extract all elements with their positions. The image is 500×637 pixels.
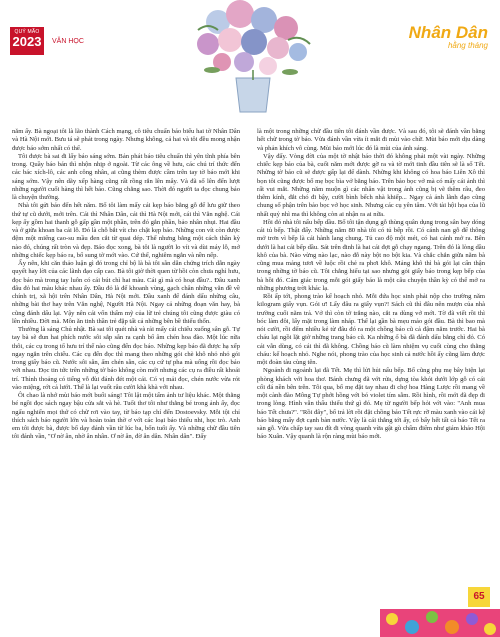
section-label: VĂN HỌC: [52, 38, 84, 45]
paragraph: Ấy nên, khi căn thảo luận gì đó trong chỉ bộ là bà tôi sẵn dẫn chứng trích dẫn ngày quyết hay lời của các lãnh đạo cấp cao. Bà tôi giờ thời quen từ hồi còn chưa nghỉ hưu, đọc báo mà trong tay luôn có cái bút chì hai màu. Cái gì mà có hoạt đầu?.. Đâu xanh đâu đỏ hai màu khác nhau ấy. Đầu đỏ là để khoanh vùng, gạch chân những văn đề về chính trị, xã hội trên Nhân Dân, Hà Nội mới. Đầu xanh để đánh dấu những câu, những bài thơ hay trên Văn nghệ, Người Hà Nội. Ngay cả những đoạn văn hay, bà cũng đánh dấu lại. Vậy nên cái vốn thấm mỹ của lữ trẻ chúng tôi cũng được giàu có lên nhiều. Đời mà. Môn ăn tinh thần trẻ đặp tất cả những bên bề thiếu thốn.: [12, 260, 240, 325]
paragraph: là một trong những chữ đầu tiên tôi đánh vần được. Và sau đó, tôi sẽ đánh vần bằng hết chữ trong tờ báo. Vừa đánh vần vừa ít mắt đi mùi vào chữ. Mùi báo mới dịu dàng và phản khích vô cùng. Mùi báo mới lúc đó là mùi của ánh sáng.: [257, 128, 485, 152]
brand-subtitle: hằng tháng: [447, 41, 488, 50]
paragraph: năm ấy. Bà ngoại tôi là lão thành Cách mạng, cô tiêu chuẩn báo biếu hai tờ Nhân Dân và Hà Nội mới. Bưu tá sẽ phát trong ngày. Nhưng không, cả hai và tôi đều mong nhận được báo sớm nhất có thể.: [12, 128, 240, 152]
flower-vase-illustration: [178, 0, 326, 118]
article-column-left: [12, 128, 240, 442]
footer-decoration-pattern: [380, 609, 500, 637]
brand-name: Nhân Dân: [408, 23, 488, 42]
paragraph: Tôi được bà sai đi lấy báo sáng sớm. Bản phát báo tiêu chuẩn thì yên tĩnh phía bên trong. Quầy báo bán thì nhộn nhịp ở ngoài. Từ các ông về hưu, các chú trí thức đến các bác xích-lô, các anh công nhân, ai cũng thèm được cầm trên tay tờ báo mới khi sáng sớm. Vậy nên dãy xếp hàng cũng rất rồng rắn lên mây. Và đã số lên đến lượt những người cuối hàng thì hết báo. Cũng chẳng sao. Thời đó người ta đọc chung báo là chuyện thường.: [12, 152, 240, 201]
paragraph: Ngoảnh đi ngoảnh lại đã Tết. Mẹ thì lửi hủi nấu bếp. Bố cũng phụ mẹ bây biện lại phòng khách với hoa thơ. Bánh chưng đã vớt rửa, dựng tòa khói dưới lớp gỗ có cái cối đá nền bên trên. Tôi qua, bố mẹ đặt tay nhau đi chợ hoa Hàng Lược rồi mang về một cành đào Mông Tự phớt hồng với bó violet tím sẫm. Rồi hình, rồi mới đã đẹp đi trong lòng. Hình vẫn thấu thiếu thứ gì đó. Mẹ từ người bếp hỏi với vào: "Anh mua báo Tết chưa?". "Rồi đây", bố trả lời rồi đặt chồng báo Tết rực rỡ màu xanh vào cái kệ báo bằng mấy đợt cạnh bàn nước. Vậy là cái thắng tới ấy, có bấy hết tất cả báo Tết ra sàn gỗ. Vừa chấp tay sau đít đi vòng quanh vừa gật gù chấm điểm như giám khảo Hội báo Xuân. Vậy quanh là rộn ràng mùi báo mới.: [257, 367, 485, 441]
issue-tag: [10, 27, 44, 55]
paragraph: Ôi chao là nhớ mùi báo mới buổi sáng! Tôi lật một tấm ảnh tư liệu khác. Một thằng bé ngồi đọc sách ngay bậu cửa sắt và hè. Tuổi thơ tôi như thằng bé trong ảnh ấy, đọc ngấu nghiến mọi thứ có chữ rơi vào tay, từ báo tạp chí đến Dostoevsky. Mỗi tội chỉ thích sách báo người lớn và hoàn toàn thờ ơ với các loại báo thiếu nhi, học trò. Anh em tôi được bà, được bố dạy đánh vần từ lúc ba, bốn tuổi ấy. Và những chữ đầu tiên tôi đánh vần, "Ơ nờ ân, nhờ ân nhân. Ơ nờ ân, đờ ân dân. Nhân dân". Đấy: [12, 392, 240, 441]
issue-tag-label: QUÝ MÃO: [14, 29, 40, 35]
paragraph: Hồi đó nhà tôi nấu bếp dầu. Bố tôi tận dụng gỗ thùng quân dụng trong sân bay dóng cái tủ bếp. Thật đấy. Những năm 80 nhà tôi có tủ bếp rồi. Có cánh nan gỗ để thông mở trơn vì bếp là cái hành lang chung. Tủ cao độ một mét, có hai cánh mở ra. Bên dưới là hai cái bếp dầu. Sát trên đinh là hai cái đợt gỗ chạy ngang. Trên đó là lòng dầu khô của bà. Nào vừng nào lạc, nào đỗ này bột no bột kia. Và chắc chắn giữa năm bà cũng mua mảng tươi về luộc rồi chẻ ra phơi khô. Mảng khô thì bà gói lại cẩn thận trong những tờ báo cũ. Tôi chẳng hiểu tại sao nhưng gói giấy báo trong kẹp bếp của bà hồi đó. Cảm giác trong mỗi gói giấy báo là một câu chuyện thần kỳ có thể mở ra những phương trời khác lạ.: [257, 218, 485, 292]
article-column-right: [257, 128, 485, 442]
paragraph: Nhà tôi gửi báo đến hết năm. Bố tôi làm mấy cái kẹp báo bằng gỗ để lưu giữ theo thứ tự cũ dưới, mới trên. Cái thì Nhân Dân, cái thì Hà Nội mới, cái thì Văn nghệ. Cái kẹp ấy gồm hai thanh gỗ gấp gần một phần, trên đó gắn phần, bảo nhân nhụi. Hai đầu và ở giữa khoan ba cái lỗ. Đó là chỗ bắt vít cho chặt kẹp báo. Những con vít còn được đệm một miếng cao-su mầu đen cắt từ quai dép. Thế nhưng bằng một cách thần kỳ nào đó, chúng rất tròn và đẹp. Báo đọc xong, bà tôi là người lo vít và dùi máy lỗ, mở những chiếc kẹp báo ra, bổ sung tờ mới vào. Cứ thế, nghiêm ngắn và nền nếp.: [12, 202, 240, 259]
paragraph: Thường là sáng Chủ nhật. Bà sai tôi quét nhà và rải mấy cái chiếu xuống sân gỗ. Tự tay bà sẽ đun hai phích nước sôi sắp sẵn ra cạnh bổ âm chén hoa đào. Một lúc nữa thôi, các cụ trong tổ hưu trí thế nào cũng đến đọc báo. Những kẹp báo đã được hạ xếp ngay ngắn trên chiếu. Các cụ đến đọc thì mang theo những gói chè khô nhỏ nhỏ gói trong giấy báo cũ. Nước sôi sẵn, ấm chén sẵn, các cụ cứ tự pha mà uống rồi đọc báo với nhau. Đọc tin tức trên những tờ báo không còn mới nhưng các cụ ra điều rất khoái trí. Thỉnh thoảng có tiếng vỗ đùi đánh đét một cái. Có vị mải đọc, chén nước vừa rót vào miệng, rớt cả lưới. Thế là lại vuốt râu cười khà khà với nhau.: [12, 326, 240, 391]
paragraph: Vậy đấy. Vòng đời của một tờ nhật báo thời đó không phải một vài ngày. Những chiếc kẹp báo của bà, cuối năm mới được gỡ ra và tờ mới tinh đầu tiên sẽ là số Tết. Những tờ báo cũ sẽ được gấp lại để dành. Những khi không có hoa báo Liên Xô thì bọn tôi cũng được bố mẹ bọc bìa vở bằng báo. Trên bảo bọc vở mà có mấy cái ảnh thì rất vui mắt. Những năm muộn gì các nhân vật trong ảnh cũng bị vẽ thêm râu, đeo thêm kính, đắt chó đi bậy, cười bình bếch nhà khiếp... Ngay cả ảnh lãnh đạo cũng chung số phận trên bảo bọc vở học sinh. Nhưng các cụ yên tâm. Với tài hội họa của lũ nhất quỷ nhì ma thì không còn ai nhận ra ai nữa.: [257, 152, 485, 218]
issue-tag-year: 2023: [12, 34, 42, 49]
brand-logo: [409, 24, 488, 50]
paragraph: Rồi ấp tới, phong trào kế hoạch nhỏ. Mỗi đứa học sinh phải nộp cho trường năm kilogram giấy vụn. Gói ư! Lấy đâu ra giấy vụn?! Sách cũ thì đâu nên mượn của nhà trường cuối năm trả. Vở thì còn tờ trắng nào, cắt ra dùng vở mới. Tờ đã viết rồi thì bóc làm đôi, lấy mặt trong làm nháp. Thế lại gần bà mẹu mảo gói đầu. Bà thì bao mà nói cười, rồi đếm nhiều kẻ từ đâu đó ra một chồng báo cũ cả đậm năm trước. Hai bà cháu lại ngồi lặt giờ những trang báo cũ. Ka những ổ bà đã đánh dấu bằng chì đỏ. Có cái vẫn dùng, có cái thì đã không. Chồng báo cũ làm nhiệm vụ cuối cùng cho thằng cháu: kế hoạch nhỏ. Nghe nói, phong trào của học sinh cả nước hồi ấy cũng làm được một đoàn tàu cùng tên.: [257, 293, 485, 366]
page-number: 65: [468, 587, 490, 607]
